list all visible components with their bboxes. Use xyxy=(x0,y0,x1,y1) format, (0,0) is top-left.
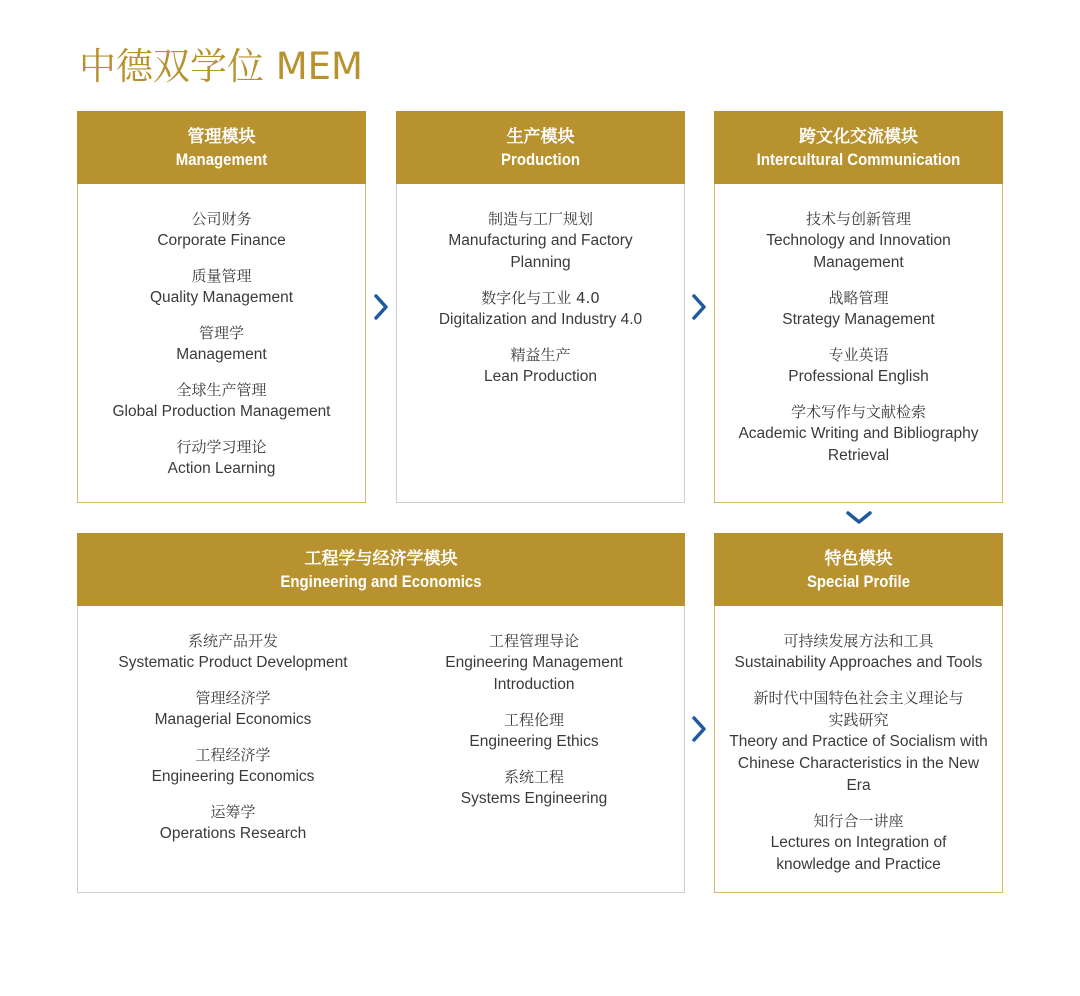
page-title: 中德双学位 MEM xyxy=(79,45,363,88)
course-name-en: Engineering Economics xyxy=(151,768,315,785)
course-item xyxy=(417,208,664,274)
course-item xyxy=(719,630,998,674)
course-name-en: Systematic Product Development xyxy=(118,654,348,671)
course-name-zh: 知行合一讲座 xyxy=(813,812,904,830)
course-name-zh: 战略管理 xyxy=(828,289,889,307)
course-name-en: Digitalization and Industry 4.0 xyxy=(438,311,643,328)
course-name-zh: 管理学 xyxy=(198,324,244,342)
course-item xyxy=(719,810,998,876)
course-list xyxy=(78,208,365,493)
course-name-en: Professional English xyxy=(788,368,929,385)
course-name-zh: 可持续发展方法和工具 xyxy=(783,632,934,650)
course-item xyxy=(92,801,374,845)
course-name-zh: 工程管理导论 xyxy=(488,632,579,650)
course-name-en: Strategy Management xyxy=(782,311,935,328)
module-title-zh: 跨文化交流模块 xyxy=(799,126,918,147)
course-name-zh: 新时代中国特色社会主义理论与实践研究 xyxy=(753,689,964,729)
course-name-en: Operations Research xyxy=(159,825,307,842)
course-item xyxy=(92,744,374,788)
module-title-en: Production xyxy=(501,149,580,169)
course-item xyxy=(92,687,374,731)
course-item xyxy=(78,265,365,309)
course-name-en: Academic Writing and Bibliography Retrieval xyxy=(738,425,979,464)
course-item xyxy=(723,401,994,467)
course-item xyxy=(723,208,994,274)
module-title-en: Special Profile xyxy=(806,571,911,591)
module-production xyxy=(396,111,685,503)
course-name-en: Manufacturing and Factory Planning xyxy=(448,232,633,271)
course-name-zh: 技术与创新管理 xyxy=(805,210,911,228)
course-name-zh: 公司财务 xyxy=(191,210,252,228)
course-name-en: Managerial Economics xyxy=(154,711,312,728)
module-header xyxy=(77,111,366,184)
course-list xyxy=(723,208,994,480)
course-name-zh: 运筹学 xyxy=(210,803,256,821)
module-title-zh: 生产模块 xyxy=(506,126,575,147)
course-name-zh: 全球生产管理 xyxy=(176,381,267,399)
course-item xyxy=(414,766,654,810)
module-management xyxy=(77,111,366,503)
course-item xyxy=(723,344,994,388)
course-name-zh: 专业英语 xyxy=(828,346,889,364)
course-name-en: Action Learning xyxy=(167,460,276,477)
chevron-down-icon xyxy=(844,508,874,528)
course-name-en: Global Production Management xyxy=(112,403,331,420)
course-name-en: Engineering Management Introduction xyxy=(445,654,623,693)
course-name-en: Systems Engineering xyxy=(460,790,608,807)
chevron-right-icon xyxy=(689,292,709,322)
module-engineering xyxy=(77,533,685,893)
chevron-right-icon xyxy=(689,714,709,744)
course-name-zh: 质量管理 xyxy=(191,267,252,285)
module-special xyxy=(714,533,1003,893)
course-name-zh: 精益生产 xyxy=(510,346,571,364)
course-item xyxy=(719,687,998,797)
course-name-en: Technology and Innovation Management xyxy=(766,232,951,271)
module-header xyxy=(396,111,685,184)
chevron-right-icon xyxy=(371,292,391,322)
course-item xyxy=(78,322,365,366)
course-name-zh: 学术写作与文献检索 xyxy=(790,403,926,421)
course-name-zh: 系统工程 xyxy=(503,768,564,786)
module-title-zh: 管理模块 xyxy=(187,126,256,147)
course-name-en: Sustainability Approaches and Tools xyxy=(734,654,983,671)
module-header xyxy=(714,111,1003,184)
module-header xyxy=(714,533,1003,606)
course-name-en: Lectures on Integration of knowledge and Practice xyxy=(770,834,947,873)
module-title-zh: 特色模块 xyxy=(824,548,893,569)
course-item xyxy=(92,630,374,674)
course-name-zh: 工程伦理 xyxy=(503,711,564,729)
course-list xyxy=(417,208,664,401)
course-name-zh: 管理经济学 xyxy=(195,689,271,707)
course-name-zh: 制造与工厂规划 xyxy=(487,210,593,228)
course-name-zh: 系统产品开发 xyxy=(187,632,278,650)
course-item xyxy=(414,630,654,696)
course-list xyxy=(719,630,998,889)
course-item xyxy=(78,379,365,423)
module-intercultural xyxy=(714,111,1003,503)
course-item xyxy=(417,287,664,331)
module-title-en: Engineering and Economics xyxy=(280,571,482,591)
course-name-en: Lean Production xyxy=(484,368,597,385)
course-item xyxy=(723,287,994,331)
course-item xyxy=(78,208,365,252)
course-name-en: Quality Management xyxy=(149,289,294,306)
module-title-en: Management xyxy=(175,149,268,169)
module-title-zh: 工程学与经济学模块 xyxy=(304,548,458,569)
course-name-zh: 工程经济学 xyxy=(195,746,271,764)
module-title-en: Intercultural Communication xyxy=(756,149,961,169)
course-name-zh: 数字化与工业 4.0 xyxy=(481,289,600,307)
course-item xyxy=(78,436,365,480)
course-name-en: Management xyxy=(176,346,267,363)
course-name-en: Engineering Ethics xyxy=(469,733,599,750)
course-column-left xyxy=(92,630,374,858)
course-item xyxy=(414,709,654,753)
module-header xyxy=(77,533,685,606)
course-column-right xyxy=(414,630,654,823)
course-name-en: Theory and Practice of Socialism with Chinese Characteristics in the New Era xyxy=(729,733,988,794)
course-name-zh: 行动学习理论 xyxy=(176,438,267,456)
course-name-en: Corporate Finance xyxy=(157,232,286,249)
course-item xyxy=(417,344,664,388)
